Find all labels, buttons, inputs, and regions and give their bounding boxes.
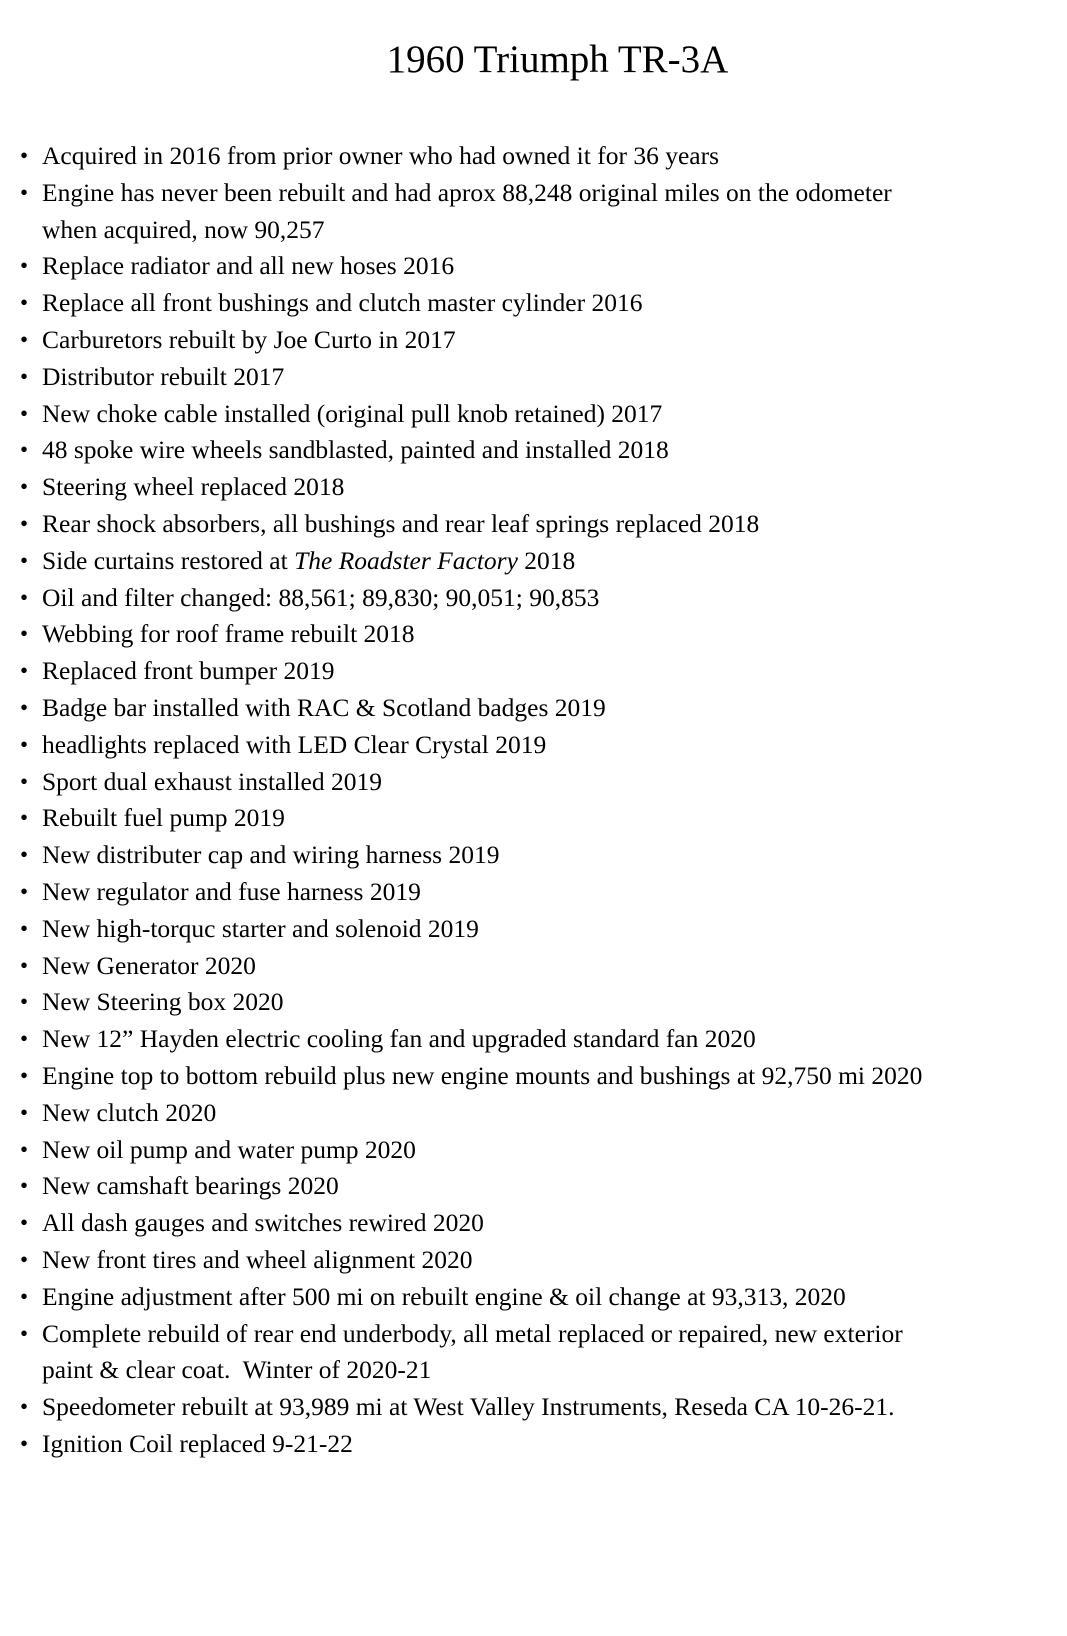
list-item (0, 506, 1067, 543)
list-item-text: paint & clear coat. Winter of 2020-21 (42, 1355, 432, 1385)
list-item-text: Side curtains restored at (42, 545, 295, 575)
list-item (0, 138, 1067, 175)
list-item (0, 359, 1067, 396)
list-item (0, 1279, 1067, 1316)
list-item-text: New choke cable installed (original pull knob retained) 2017 (42, 398, 663, 428)
list-item-text: New Generator 2020 (42, 950, 256, 980)
list-item-text: All dash gauges and switches rewired 2020 (42, 1208, 484, 1238)
list-item (0, 874, 1067, 911)
list-item-text: Complete rebuild of rear end underbody, all metal replaced or repaired, new exterior (42, 1318, 903, 1348)
list-item-text: New 12” Hayden electric cooling fan and upgraded standard fan 2020 (42, 1024, 756, 1054)
list-item (0, 1058, 1067, 1095)
list-item-text: Sport dual exhaust installed 2019 (42, 766, 382, 796)
list-item (0, 469, 1067, 506)
list-item-text: New front tires and wheel alignment 2020 (42, 1244, 473, 1274)
list-item (0, 948, 1067, 985)
list-item-text: Replaced front bumper 2019 (42, 656, 335, 686)
list-item (0, 1168, 1067, 1205)
list-item-text: New regulator and fuse harness 2019 (42, 876, 421, 906)
list-item (0, 1426, 1067, 1463)
list-item (0, 911, 1067, 948)
list-item-text: Rear shock absorbers, all bushings and rear leaf springs replaced 2018 (42, 508, 760, 538)
list-item (0, 396, 1067, 433)
list-item-text: Rebuilt fuel pump 2019 (42, 803, 285, 833)
list-item (0, 764, 1067, 801)
list-item-text: New oil pump and water pump 2020 (42, 1134, 416, 1164)
document-page (0, 36, 1067, 1463)
list-item-text: Ignition Coil replaced 9-21-22 (42, 1428, 353, 1458)
list-item (0, 616, 1067, 653)
list-item (0, 837, 1067, 874)
list-item-text: Steering wheel replaced 2018 (42, 472, 345, 502)
page-title: 1960 Triumph TR-3A (386, 38, 729, 81)
list-item-text: The Roadster Factory (294, 545, 518, 575)
list-item-text: Oil and filter changed: 88,561; 89,830; 90,051; 90,853 (42, 582, 600, 612)
list-item (0, 1021, 1067, 1058)
list-item-text: Distributor rebuilt 2017 (42, 361, 285, 391)
list-item (0, 800, 1067, 837)
list-item-text: Badge bar installed with RAC & Scotland badges 2019 (42, 692, 606, 722)
list-item-text: Carburetors rebuilt by Joe Curto in 2017 (42, 324, 456, 354)
list-item-text: Replace radiator and all new hoses 2016 (42, 251, 455, 281)
list-item-text: headlights replaced with LED Clear Crystal 2019 (42, 729, 547, 759)
list-item (0, 1095, 1067, 1132)
list-item-text: Speedometer rebuilt at 93,989 mi at West Valley Instruments, Reseda CA 10-26-21. (42, 1392, 895, 1422)
list-item-text: 48 spoke wire wheels sandblasted, painted and installed 2018 (42, 435, 669, 465)
list-item (0, 984, 1067, 1021)
list-item (0, 580, 1067, 617)
list-item (0, 543, 1067, 580)
list-item-text: Engine adjustment after 500 mi on rebuilt engine & oil change at 93,313, 2020 (42, 1281, 846, 1311)
list-item (0, 653, 1067, 690)
list-item-text: Acquired in 2016 from prior owner who had owned it for 36 years (42, 141, 719, 170)
list-item (0, 1132, 1067, 1169)
list-item (0, 1242, 1067, 1279)
list-item-text: Engine has never been rebuilt and had aprox 88,248 original miles on the odometer (42, 177, 892, 207)
list-item (0, 727, 1067, 764)
list-item (0, 248, 1067, 285)
list-item (0, 322, 1067, 359)
list-item (0, 432, 1067, 469)
list-item (0, 1205, 1067, 1242)
list-item (0, 690, 1067, 727)
list-item (0, 175, 1067, 249)
list-item-text: 2018 (517, 545, 576, 575)
list-item-text: New distributer cap and wiring harness 2019 (42, 840, 500, 870)
list-item-text: New camshaft bearings 2020 (42, 1171, 339, 1201)
list-item-text: when acquired, now 90,257 (42, 214, 325, 244)
list-item-text: Replace all front bushings and clutch master cylinder 2016 (42, 288, 643, 318)
service-history-list (0, 138, 1067, 1463)
list-item-text: Engine top to bottom rebuild plus new engine mounts and bushings at 92,750 mi 2020 (42, 1060, 923, 1090)
list-item (0, 285, 1067, 322)
list-item-text: Webbing for roof frame rebuilt 2018 (42, 619, 415, 649)
list-item (0, 1316, 1067, 1390)
list-item-text: New Steering box 2020 (42, 987, 284, 1017)
list-item (0, 1389, 1067, 1426)
list-item-text: New high-torquc starter and solenoid 2019 (42, 913, 479, 943)
list-item-text: New clutch 2020 (42, 1097, 217, 1127)
